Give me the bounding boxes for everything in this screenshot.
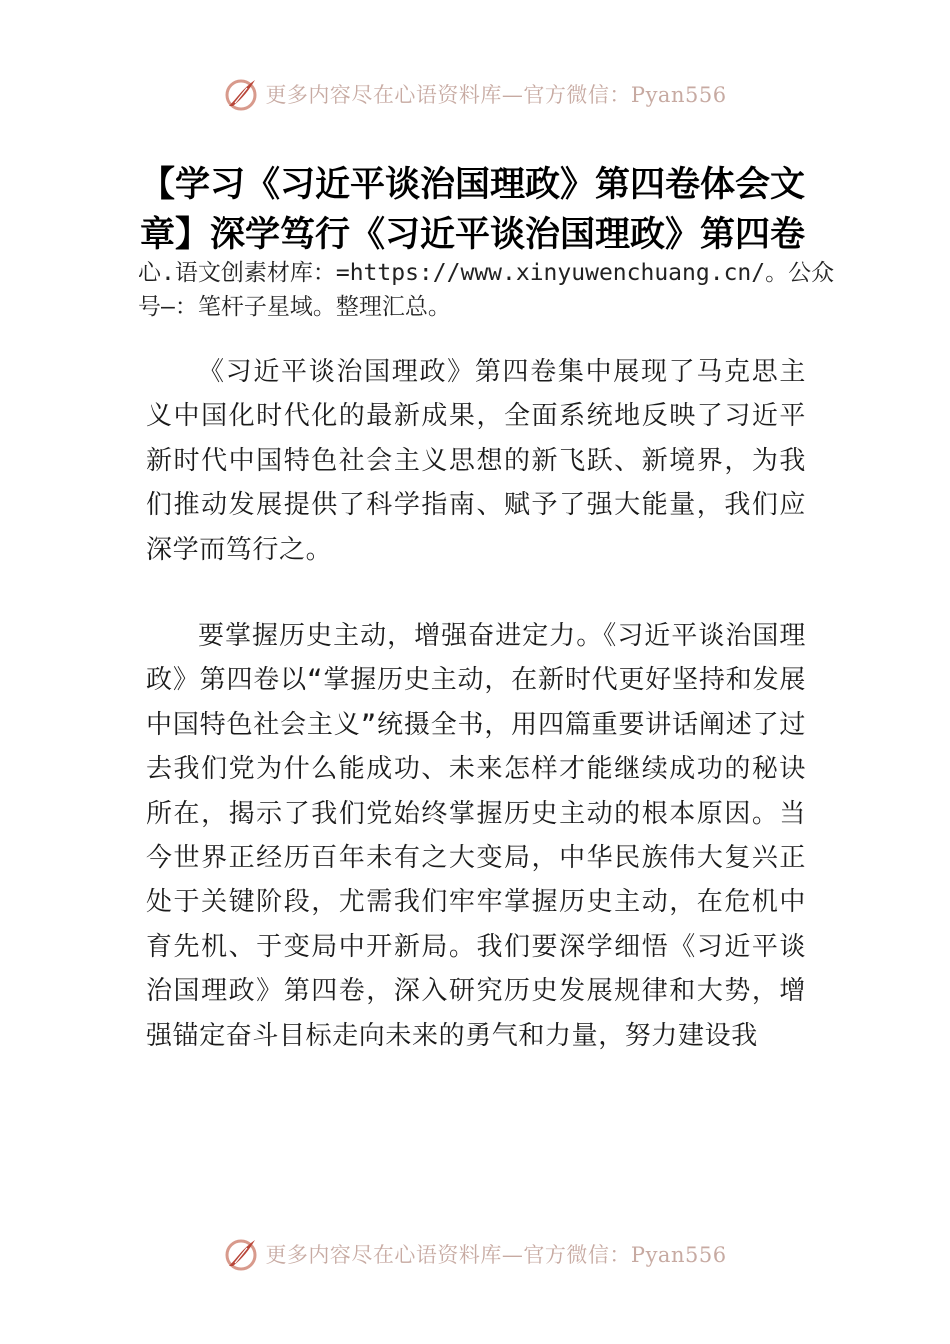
quill-logo-icon [223,1236,259,1272]
watermark-header [0,70,950,118]
document-title: 【学习《习近平谈治国理政》第四卷体会文章】深学笃行《习近平谈治国理政》第四卷 [140,165,806,255]
document-body [146,350,806,1058]
quill-logo-icon [223,76,259,112]
watermark-footer [0,1230,950,1278]
paragraph-history-initiative: 要掌握历史主动，增强奋进定力。《习近平谈治国理政》第四卷以“掌握历史主动，在新时代更好坚持和发展中国特色社会主义”统摄全书，用四篇重要讲话阐述了过去我们党为什么能成功、未来怎样才能继续成功的秘诀所在，揭示了我们党始终掌握历史主动的根本原因。当今世界正经历百年未有之大变局，中华民族伟大复兴正处于关键阶段，尤需我们牢牢掌握历史主动，在危机中育先机、于变局中开新局。我们要深学细悟《习近平谈治国理政》第四卷，深入研究历史发展规律和大势，增强锚定奋斗目标走向未来的勇气和力量，努力建设我 [146,621,806,1051]
watermark-text: 更多内容尽在心语资料库—官方微信：Pyan556 [265,83,727,107]
paragraph-intro: 《习近平谈治国理政》第四卷集中展现了马克思主义中国化时代化的最新成果，全面系统地反映了习近平新时代中国特色社会主义思想的新飞跃、新境界，为我们推动发展提供了科学指南、赋予了强大能量，我们应深学而笃行之。 [146,357,806,565]
source-line: 心.语文创素材库：=https://www.xinyuwenchuang.cn/。公众号—：笔杆子星域。整理汇总。 [138,260,835,320]
watermark-text: 更多内容尽在心语资料库—官方微信：Pyan556 [265,1243,727,1267]
